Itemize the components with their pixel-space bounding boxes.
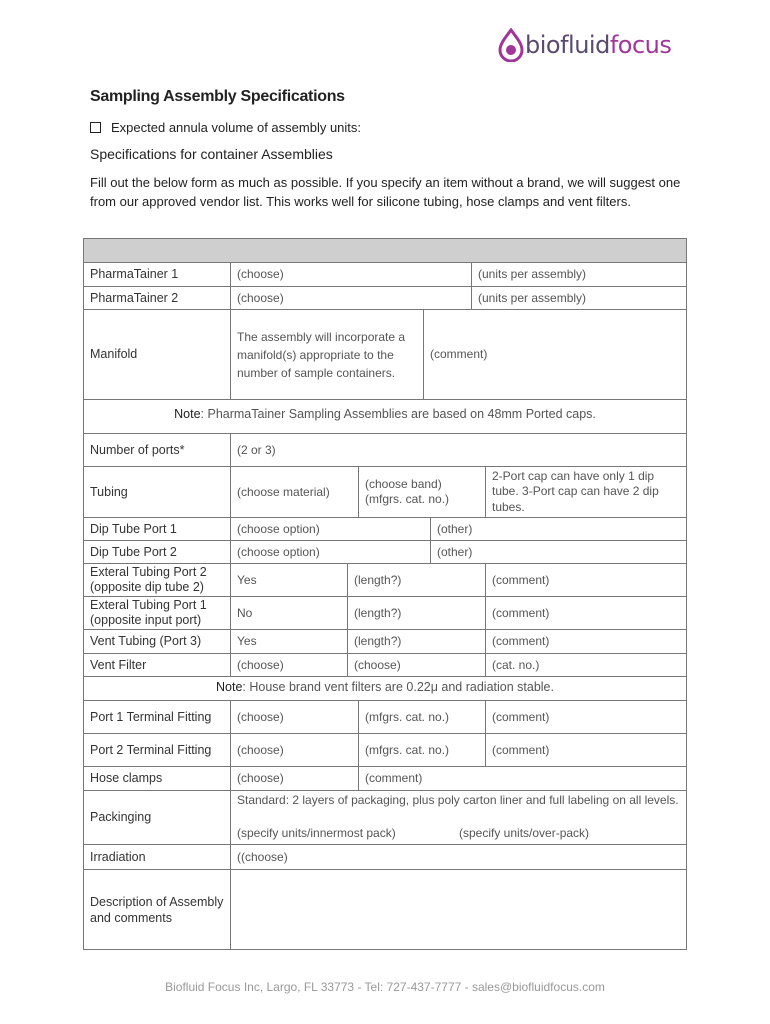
vent-tubing-length-input[interactable]: (length?) — [354, 634, 402, 648]
tubing-band-select[interactable]: (choose band) (mfgrs. cat. no.) — [365, 477, 450, 506]
ext-tubing-port1-select[interactable]: No — [237, 605, 253, 620]
manifold-description: The assembly will incorporate a manifold(s) appropriate to the number of sample containers. — [237, 329, 406, 380]
tubing-label: Tubing — [90, 484, 128, 499]
pharmatainer1-select[interactable]: (choose) — [237, 267, 284, 281]
ext-tubing-port1-length-input[interactable]: (length?) — [354, 605, 402, 620]
dip-tube-port1-select[interactable]: (choose option) — [237, 521, 320, 536]
port2-fitting-label: Port 2 Terminal Fitting — [90, 742, 212, 757]
pharmatainer1-label: PharmaTainer 1 — [90, 267, 179, 281]
hose-clamps-select[interactable]: (choose) — [237, 771, 284, 785]
vent-filter-select-2[interactable]: (choose) — [354, 657, 401, 672]
dip-tube-port1-label: Dip Tube Port 1 — [90, 521, 177, 536]
ext-tubing-port2-label: Exteral Tubing Port 2 (opposite dip tube 2) — [90, 565, 207, 594]
vent-filter-cat-input[interactable]: (cat. no.) — [492, 657, 540, 672]
description-textarea[interactable] — [231, 870, 686, 950]
ext-tubing-port2-comment-input[interactable]: (comment) — [492, 572, 550, 587]
page-title: Sampling Assembly Specifications — [90, 88, 345, 105]
intro-paragraph: Fill out the below form as much as possible. If you specify an item without a brand, we will suggest one from our approved vendor list. This works well for silicone tubing, hose clamps and vent filters. — [90, 175, 681, 209]
vent-filter-select-1[interactable]: (choose) — [237, 657, 284, 672]
packaging-label: Packinging — [90, 810, 152, 824]
dip-tube-port2-select[interactable]: (choose option) — [237, 544, 320, 559]
ported-caps-note: Note: PharmaTainer Sampling Assemblies are based on 48mm Ported caps. — [174, 407, 596, 421]
drop-logo-icon — [497, 28, 525, 62]
ports-input[interactable]: (2 or 3) — [237, 442, 276, 457]
ext-tubing-port2-length-input[interactable]: (length?) — [354, 572, 402, 587]
volume-checkbox-row[interactable] — [90, 120, 361, 135]
logo-wordmark: biofluidfocus — [525, 31, 672, 59]
tubing-info: 2-Port cap can have only 1 dip tube. 3-Port cap can have 2 dip tubes. — [492, 468, 659, 514]
tubing-material-select[interactable]: (choose material) — [237, 484, 330, 499]
volume-checkbox[interactable] — [90, 122, 101, 133]
volume-checkbox-label: Expected annula volume of assembly units: — [111, 120, 362, 135]
dip-tube-port2-label: Dip Tube Port 2 — [90, 544, 177, 559]
manifold-comment-input[interactable]: (comment) — [430, 347, 488, 361]
ports-label: Number of ports* — [90, 442, 185, 457]
packaging-innermost-input[interactable]: (specify units/innermost pack) — [237, 825, 396, 840]
company-logo — [497, 28, 697, 64]
port2-fitting-cat-input[interactable]: (mfgrs. cat. no.) — [365, 742, 450, 757]
hose-clamps-label: Hose clamps — [90, 771, 163, 785]
port1-fitting-select[interactable]: (choose) — [237, 709, 284, 724]
vent-tubing-label: Vent Tubing (Port 3) — [90, 634, 202, 648]
packaging-overpack-input[interactable]: (specify units/over-pack) — [459, 825, 590, 840]
packaging-standard-text: Standard: 2 layers of packaging, plus poly carton liner and full labeling on all levels. — [237, 793, 679, 807]
pharmatainer2-units-input[interactable]: (units per assembly) — [478, 290, 587, 305]
ext-tubing-port1-label: Exteral Tubing Port 1 (opposite input port) — [90, 598, 207, 627]
dip-tube-port1-other-input[interactable]: (other) — [437, 521, 473, 536]
vent-filter-label: Vent Filter — [90, 657, 147, 672]
page-footer: Biofluid Focus Inc, Largo, FL 33773 - Tel: 727-437-7777 - sales@biofluidfocus.com — [165, 980, 605, 994]
hose-clamps-comment-input[interactable]: (comment) — [365, 771, 423, 785]
port1-fitting-cat-input[interactable]: (mfgrs. cat. no.) — [365, 709, 450, 724]
pharmatainer1-units-input[interactable]: (units per assembly) — [478, 267, 587, 281]
vent-tubing-select[interactable]: Yes — [237, 634, 257, 648]
port1-fitting-label: Port 1 Terminal Fitting — [90, 709, 212, 724]
description-label: Description of Assembly and comments — [90, 895, 224, 925]
form-header-bar — [84, 239, 686, 262]
port2-fitting-select[interactable]: (choose) — [237, 742, 284, 757]
section-subtitle: Specifications for container Assemblies — [90, 146, 333, 162]
manifold-label: Manifold — [90, 347, 138, 361]
vent-tubing-comment-input[interactable]: (comment) — [492, 634, 550, 648]
specification-form — [83, 238, 687, 950]
irradiation-label: Irradiation — [90, 849, 146, 864]
irradiation-select[interactable]: ((choose) — [237, 849, 288, 864]
ext-tubing-port1-comment-input[interactable]: (comment) — [492, 605, 550, 620]
pharmatainer2-select[interactable]: (choose) — [237, 290, 284, 305]
port1-fitting-comment-input[interactable]: (comment) — [492, 709, 550, 724]
pharmatainer2-label: PharmaTainer 2 — [90, 290, 179, 305]
vent-filter-note: Note: House brand vent filters are 0.22μ and radiation stable. — [216, 680, 554, 694]
port2-fitting-comment-input[interactable]: (comment) — [492, 742, 550, 757]
ext-tubing-port2-select[interactable]: Yes — [237, 572, 257, 587]
dip-tube-port2-other-input[interactable]: (other) — [437, 544, 473, 559]
